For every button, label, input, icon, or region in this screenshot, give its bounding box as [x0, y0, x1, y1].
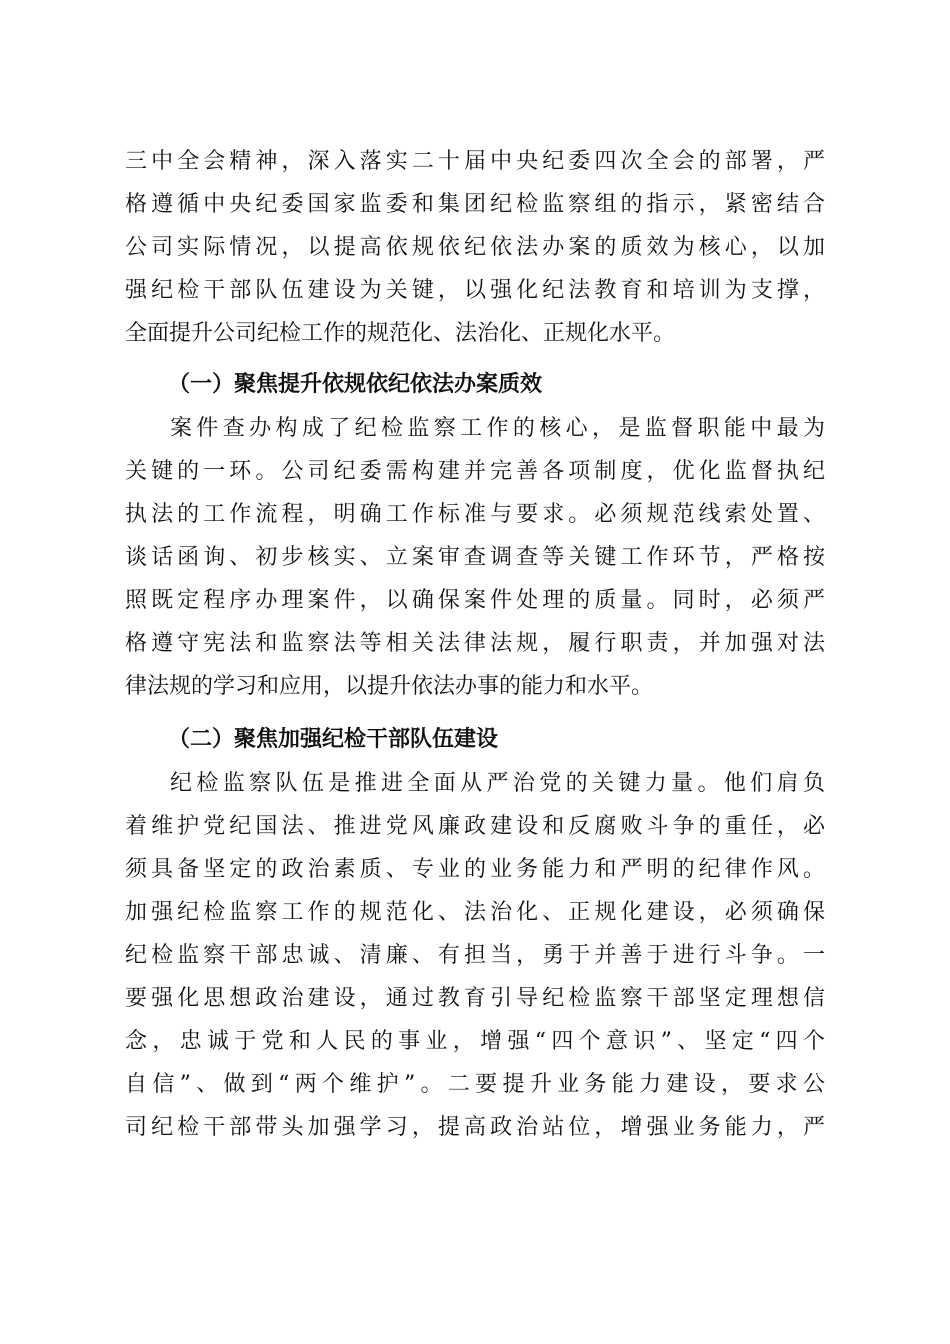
- text-line: 全面提升公司纪检工作的规范化、法治化、正规化水平。: [125, 321, 676, 346]
- text-line: 纪检监察队伍是推进全面从严治党的关键力量。他们肩负: [170, 771, 825, 796]
- text-line: 三中全会精神，深入落实二十届中央纪委四次全会的部署，严: [125, 149, 825, 174]
- text-line: 司纪检干部带头加强学习，提高政治站位，增强业务能力，严: [125, 1115, 825, 1140]
- text-line: 公司实际情况，以提高依规依纪依法办案的质效为核心，以加: [125, 235, 825, 260]
- text-line: 加强纪检监察工作的规范化、法治化、正规化建设，必须确保: [125, 900, 825, 925]
- intro-paragraph: [125, 140, 825, 355]
- text-line: 执法的工作流程，明确工作标准与要求。必须规范线索处置、: [125, 502, 825, 527]
- text-line: 须具备坚定的政治素质、专业的业务能力和严明的纪律作风。: [125, 857, 825, 882]
- text-line: 要强化思想政治建设，通过教育引导纪检监察干部坚定理想信: [125, 986, 825, 1011]
- section-2-heading: （二）聚焦加强纪检干部队伍建设: [168, 727, 499, 752]
- text-line: 自信”、做到“两个维护”。二要提升业务能力建设，要求公: [125, 1072, 825, 1097]
- text-line: 关键的一环。公司纪委需构建并完善各项制度，优化监督执纪: [125, 459, 825, 484]
- text-line: 照既定程序办理案件，以确保案件处理的质量。同时，必须严: [125, 588, 825, 613]
- text-line: 强纪检干部队伍建设为关键，以强化纪法教育和培训为支撑，: [125, 278, 825, 303]
- text-line: 谈话函询、初步核实、立案审查调查等关键工作环节，严格按: [125, 545, 825, 570]
- text-line: 着维护党纪国法、推进党风廉政建设和反腐败斗争的重任，必: [125, 814, 825, 839]
- section-1-paragraph: [125, 407, 825, 708]
- section-1-heading: （一）聚焦提升依规依纪依法办案质效: [168, 372, 543, 397]
- text-line: 纪检监察干部忠诚、清廉、有担当，勇于并善于进行斗争。一: [125, 943, 825, 968]
- text-line: 格遵循中央纪委国家监委和集团纪检监察组的指示，紧密结合: [125, 192, 825, 217]
- text-line: 念，忠诚于党和人民的事业，增强“四个意识”、坚定“四个: [125, 1029, 825, 1054]
- section-2-paragraph: [125, 762, 825, 1149]
- text-line: 格遵守宪法和监察法等相关法律法规，履行职责，并加强对法: [125, 631, 825, 656]
- text-line: 律法规的学习和应用，以提升依法办事的能力和水平。: [125, 674, 654, 699]
- text-line: 案件查办构成了纪检监察工作的核心，是监督职能中最为: [170, 416, 825, 441]
